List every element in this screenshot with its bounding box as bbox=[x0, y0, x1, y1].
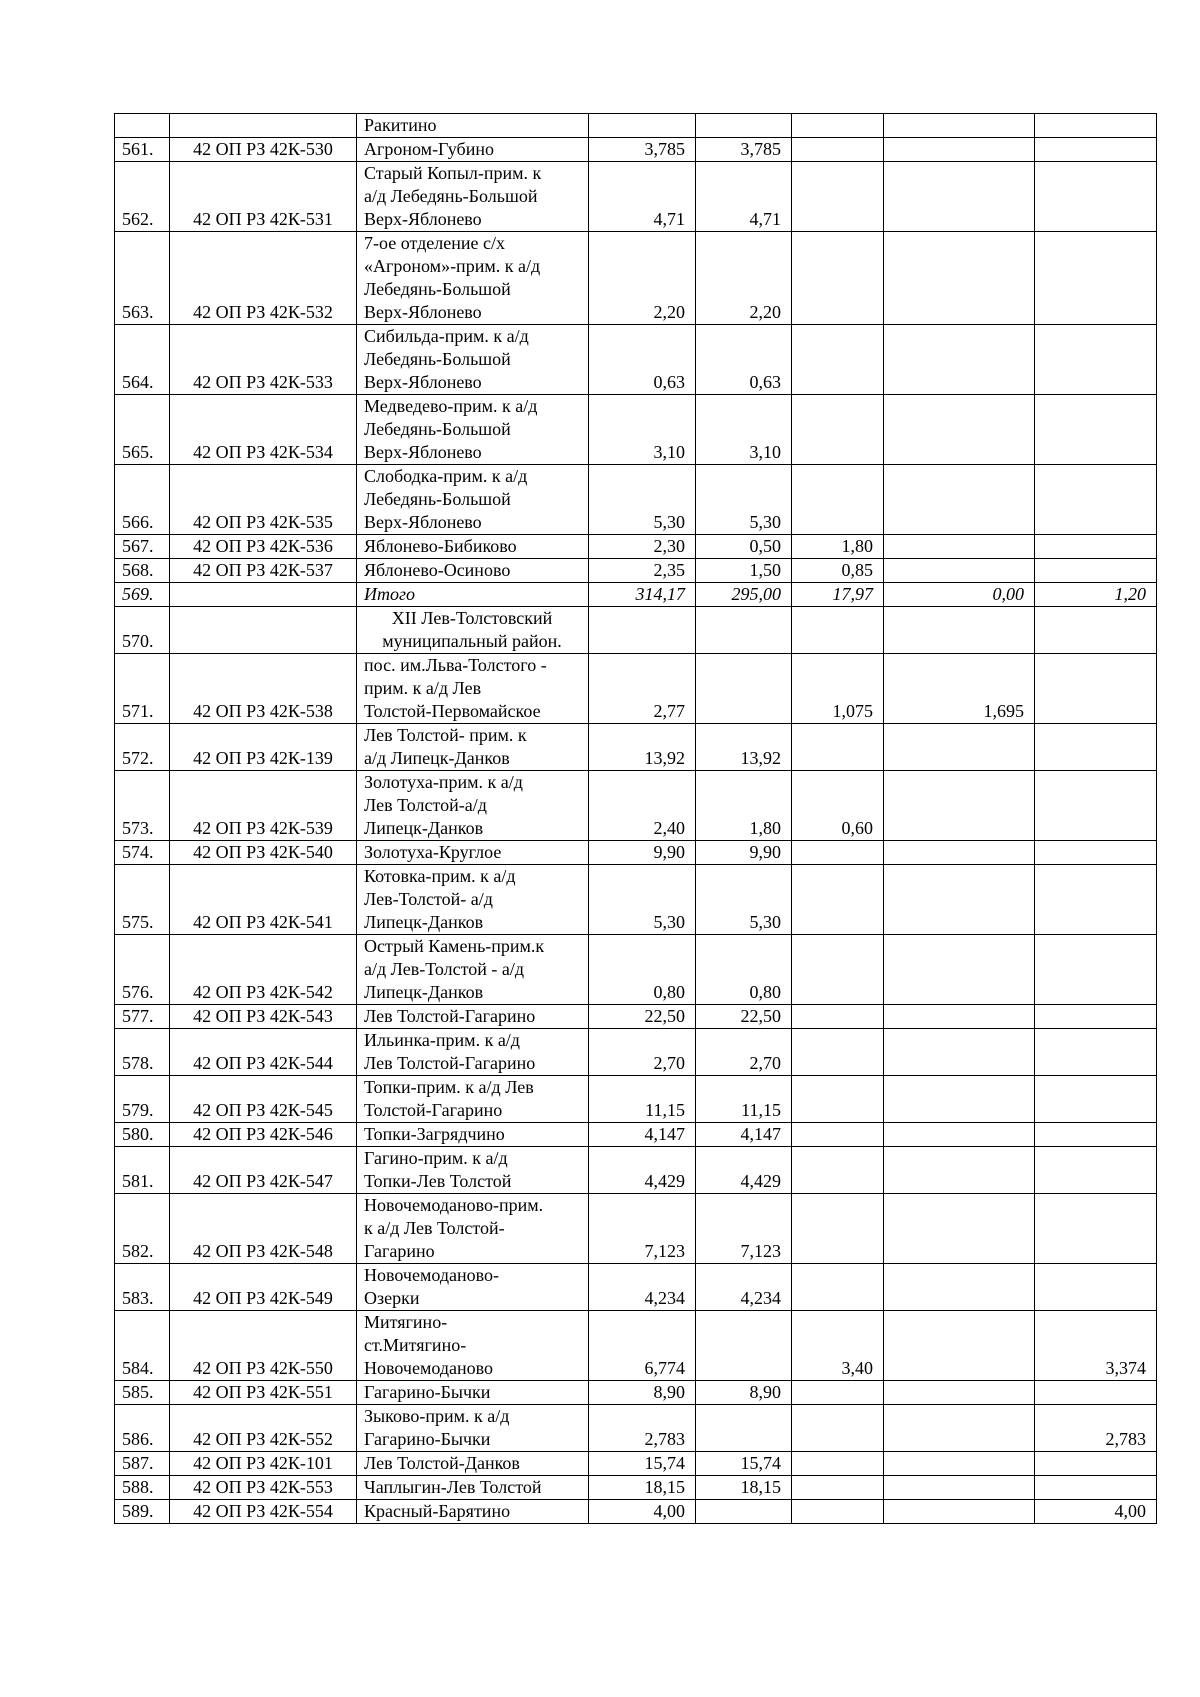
road-name-cell: Гагино-прим. к а/д Топки-Лев Толстой bbox=[357, 1147, 589, 1194]
road-name-cell: Котовка-прим. к а/д Лев-Толстой- а/д Липецк-Данков bbox=[357, 865, 589, 935]
row-number-cell: 563. bbox=[115, 232, 170, 325]
length-col4-cell bbox=[884, 325, 1035, 395]
total-length-cell: 2,35 bbox=[589, 559, 696, 583]
total-length-cell: 2,30 bbox=[589, 535, 696, 559]
length-col2-cell bbox=[696, 654, 792, 724]
length-col5-cell bbox=[1035, 771, 1157, 841]
road-code-cell: 42 ОП РЗ 42К-550 bbox=[170, 1311, 357, 1381]
length-col5-cell bbox=[1035, 1264, 1157, 1311]
total-length-cell: 2,40 bbox=[589, 771, 696, 841]
length-col4-cell bbox=[884, 865, 1035, 935]
length-col2-cell: 8,90 bbox=[696, 1381, 792, 1405]
length-col2-cell: 22,50 bbox=[696, 1005, 792, 1029]
table-row bbox=[115, 162, 1157, 232]
row-number-cell: 578. bbox=[115, 1029, 170, 1076]
row-number-cell: 583. bbox=[115, 1264, 170, 1311]
length-col4-cell bbox=[884, 1076, 1035, 1123]
length-col4-cell bbox=[884, 1005, 1035, 1029]
road-name-cell: Лев Толстой-Гагарино bbox=[357, 1005, 589, 1029]
length-col2-cell: 2,20 bbox=[696, 232, 792, 325]
total-length-cell: 4,00 bbox=[589, 1500, 696, 1524]
total-length-cell: 314,17 bbox=[589, 583, 696, 607]
road-code-cell: 42 ОП РЗ 42К-532 bbox=[170, 232, 357, 325]
length-col2-cell: 5,30 bbox=[696, 865, 792, 935]
total-length-cell: 5,30 bbox=[589, 865, 696, 935]
total-length-cell: 22,50 bbox=[589, 1005, 696, 1029]
road-name-cell: Медведево-прим. к а/д Лебедянь-Большой Верх-Яблонево bbox=[357, 395, 589, 465]
length-col2-cell: 5,30 bbox=[696, 465, 792, 535]
row-number-cell: 580. bbox=[115, 1123, 170, 1147]
total-length-cell bbox=[589, 114, 696, 138]
length-col3-cell bbox=[792, 1123, 884, 1147]
table-row bbox=[115, 1264, 1157, 1311]
length-col5-cell bbox=[1035, 1005, 1157, 1029]
road-code-cell: 42 ОП РЗ 42К-535 bbox=[170, 465, 357, 535]
row-number-cell: 575. bbox=[115, 865, 170, 935]
road-name-cell: Ильинка-прим. к а/д Лев Толстой-Гагарино bbox=[357, 1029, 589, 1076]
road-code-cell: 42 ОП РЗ 42К-554 bbox=[170, 1500, 357, 1524]
row-number-cell: 587. bbox=[115, 1452, 170, 1476]
length-col4-cell: 0,00 bbox=[884, 583, 1035, 607]
road-code-cell: 42 ОП РЗ 42К-541 bbox=[170, 865, 357, 935]
road-code-cell: 42 ОП РЗ 42К-534 bbox=[170, 395, 357, 465]
road-name-cell: Новочемоданово-прим. к а/д Лев Толстой- Гагарино bbox=[357, 1194, 589, 1264]
total-length-cell: 5,30 bbox=[589, 465, 696, 535]
length-col2-cell bbox=[696, 1500, 792, 1524]
length-col5-cell bbox=[1035, 162, 1157, 232]
length-col3-cell bbox=[792, 395, 884, 465]
row-number-cell: 566. bbox=[115, 465, 170, 535]
length-col3-cell: 1,80 bbox=[792, 535, 884, 559]
road-code-cell: 42 ОП РЗ 42К-536 bbox=[170, 535, 357, 559]
table-row bbox=[115, 138, 1157, 162]
total-length-cell bbox=[589, 607, 696, 654]
row-number-cell: 569. bbox=[115, 583, 170, 607]
length-col4-cell bbox=[884, 1029, 1035, 1076]
length-col3-cell bbox=[792, 1264, 884, 1311]
length-col4-cell bbox=[884, 395, 1035, 465]
road-name-cell: Зыково-прим. к а/д Гагарино-Бычки bbox=[357, 1405, 589, 1452]
length-col4-cell bbox=[884, 1500, 1035, 1524]
total-length-cell: 4,71 bbox=[589, 162, 696, 232]
length-col3-cell: 0,60 bbox=[792, 771, 884, 841]
length-col3-cell bbox=[792, 138, 884, 162]
length-col5-cell bbox=[1035, 1123, 1157, 1147]
length-col4-cell bbox=[884, 1381, 1035, 1405]
road-code-cell: 42 ОП РЗ 42К-538 bbox=[170, 654, 357, 724]
table-row bbox=[115, 535, 1157, 559]
total-length-cell: 3,785 bbox=[589, 138, 696, 162]
road-name-cell: пос. им.Льва-Толстого - прим. к а/д Лев Толстой-Первомайское bbox=[357, 654, 589, 724]
table-body bbox=[115, 114, 1157, 1524]
road-code-cell bbox=[170, 114, 357, 138]
road-name-cell: Итого bbox=[357, 583, 589, 607]
length-col5-cell: 4,00 bbox=[1035, 1500, 1157, 1524]
length-col5-cell bbox=[1035, 465, 1157, 535]
road-code-cell: 42 ОП РЗ 42К-533 bbox=[170, 325, 357, 395]
road-code-cell bbox=[170, 583, 357, 607]
length-col4-cell bbox=[884, 607, 1035, 654]
length-col3-cell bbox=[792, 1405, 884, 1452]
total-length-cell: 2,70 bbox=[589, 1029, 696, 1076]
table-row bbox=[115, 1500, 1157, 1524]
road-name-cell: Золотуха-Круглое bbox=[357, 841, 589, 865]
total-length-cell: 4,147 bbox=[589, 1123, 696, 1147]
length-col3-cell bbox=[792, 1381, 884, 1405]
length-col3-cell bbox=[792, 724, 884, 771]
road-name-cell: Старый Копыл-прим. к а/д Лебедянь-Большой Верх-Яблонево bbox=[357, 162, 589, 232]
length-col4-cell bbox=[884, 1123, 1035, 1147]
road-code-cell: 42 ОП РЗ 42К-139 bbox=[170, 724, 357, 771]
road-name-cell: Золотуха-прим. к а/д Лев Толстой-а/д Липецк-Данков bbox=[357, 771, 589, 841]
length-col5-cell bbox=[1035, 138, 1157, 162]
road-name-cell: Лев Толстой-Данков bbox=[357, 1452, 589, 1476]
road-code-cell: 42 ОП РЗ 42К-544 bbox=[170, 1029, 357, 1076]
length-col5-cell bbox=[1035, 1147, 1157, 1194]
table-row bbox=[115, 654, 1157, 724]
row-number-cell: 568. bbox=[115, 559, 170, 583]
road-name-cell: Яблонево-Осиново bbox=[357, 559, 589, 583]
total-length-cell: 4,429 bbox=[589, 1147, 696, 1194]
length-col3-cell bbox=[792, 1029, 884, 1076]
length-col3-cell bbox=[792, 1452, 884, 1476]
length-col5-cell bbox=[1035, 1381, 1157, 1405]
road-code-cell: 42 ОП РЗ 42К-551 bbox=[170, 1381, 357, 1405]
length-col2-cell: 15,74 bbox=[696, 1452, 792, 1476]
row-number-cell: 581. bbox=[115, 1147, 170, 1194]
table-row bbox=[115, 1476, 1157, 1500]
length-col2-cell: 7,123 bbox=[696, 1194, 792, 1264]
length-col5-cell: 2,783 bbox=[1035, 1405, 1157, 1452]
length-col5-cell bbox=[1035, 1076, 1157, 1123]
length-col2-cell: 4,429 bbox=[696, 1147, 792, 1194]
road-name-cell: Сибильда-прим. к а/д Лебедянь-Большой Верх-Яблонево bbox=[357, 325, 589, 395]
length-col4-cell bbox=[884, 138, 1035, 162]
length-col3-cell bbox=[792, 114, 884, 138]
length-col4-cell bbox=[884, 162, 1035, 232]
table-row bbox=[115, 771, 1157, 841]
length-col2-cell: 1,50 bbox=[696, 559, 792, 583]
length-col2-cell: 4,71 bbox=[696, 162, 792, 232]
length-col2-cell bbox=[696, 114, 792, 138]
length-col4-cell bbox=[884, 1147, 1035, 1194]
length-col5-cell bbox=[1035, 559, 1157, 583]
road-code-cell: 42 ОП РЗ 42К-530 bbox=[170, 138, 357, 162]
row-number-cell: 565. bbox=[115, 395, 170, 465]
total-length-cell: 13,92 bbox=[589, 724, 696, 771]
length-col3-cell bbox=[792, 1147, 884, 1194]
road-code-cell bbox=[170, 607, 357, 654]
length-col4-cell bbox=[884, 1264, 1035, 1311]
road-name-cell: Слободка-прим. к а/д Лебедянь-Большой Верх-Яблонево bbox=[357, 465, 589, 535]
length-col4-cell bbox=[884, 114, 1035, 138]
road-code-cell: 42 ОП РЗ 42К-542 bbox=[170, 935, 357, 1005]
length-col2-cell: 1,80 bbox=[696, 771, 792, 841]
table-row bbox=[115, 607, 1157, 654]
road-code-cell: 42 ОП РЗ 42К-546 bbox=[170, 1123, 357, 1147]
row-number-cell: 561. bbox=[115, 138, 170, 162]
total-length-cell: 18,15 bbox=[589, 1476, 696, 1500]
length-col4-cell bbox=[884, 935, 1035, 1005]
table-row bbox=[115, 724, 1157, 771]
total-length-cell: 9,90 bbox=[589, 841, 696, 865]
length-col5-cell bbox=[1035, 1476, 1157, 1500]
length-col3-cell bbox=[792, 325, 884, 395]
length-col4-cell bbox=[884, 771, 1035, 841]
row-number-cell: 572. bbox=[115, 724, 170, 771]
length-col3-cell bbox=[792, 232, 884, 325]
table-row bbox=[115, 1381, 1157, 1405]
total-length-cell: 3,10 bbox=[589, 395, 696, 465]
road-code-cell: 42 ОП РЗ 42К-548 bbox=[170, 1194, 357, 1264]
length-col2-cell bbox=[696, 607, 792, 654]
road-code-cell: 42 ОП РЗ 42К-537 bbox=[170, 559, 357, 583]
table-row bbox=[115, 325, 1157, 395]
length-col2-cell: 13,92 bbox=[696, 724, 792, 771]
length-col3-cell bbox=[792, 1500, 884, 1524]
table-row bbox=[115, 232, 1157, 325]
length-col2-cell: 4,234 bbox=[696, 1264, 792, 1311]
row-number-cell: 586. bbox=[115, 1405, 170, 1452]
row-number-cell: 567. bbox=[115, 535, 170, 559]
table-row bbox=[115, 1452, 1157, 1476]
row-number-cell: 577. bbox=[115, 1005, 170, 1029]
length-col4-cell bbox=[884, 1194, 1035, 1264]
road-name-cell: Красный-Барятино bbox=[357, 1500, 589, 1524]
road-code-cell: 42 ОП РЗ 42К-547 bbox=[170, 1147, 357, 1194]
length-col5-cell bbox=[1035, 395, 1157, 465]
length-col4-cell bbox=[884, 841, 1035, 865]
table-row bbox=[115, 935, 1157, 1005]
road-name-cell: Острый Камень-прим.к а/д Лев-Толстой - а/д Липецк-Данков bbox=[357, 935, 589, 1005]
road-name-cell: Топки-прим. к а/д Лев Толстой-Гагарино bbox=[357, 1076, 589, 1123]
table-row bbox=[115, 395, 1157, 465]
table-row bbox=[115, 1147, 1157, 1194]
length-col3-cell bbox=[792, 162, 884, 232]
length-col2-cell: 9,90 bbox=[696, 841, 792, 865]
length-col5-cell bbox=[1035, 724, 1157, 771]
length-col3-cell bbox=[792, 865, 884, 935]
road-name-cell: Топки-Загрядчино bbox=[357, 1123, 589, 1147]
length-col3-cell bbox=[792, 841, 884, 865]
length-col4-cell bbox=[884, 1405, 1035, 1452]
length-col5-cell: 1,20 bbox=[1035, 583, 1157, 607]
row-number-cell: 574. bbox=[115, 841, 170, 865]
length-col3-cell bbox=[792, 1005, 884, 1029]
length-col4-cell bbox=[884, 1476, 1035, 1500]
length-col2-cell: 18,15 bbox=[696, 1476, 792, 1500]
length-col5-cell bbox=[1035, 654, 1157, 724]
road-name-cell: Яблонево-Бибиково bbox=[357, 535, 589, 559]
row-number-cell: 576. bbox=[115, 935, 170, 1005]
road-code-cell: 42 ОП РЗ 42К-540 bbox=[170, 841, 357, 865]
table-row bbox=[115, 559, 1157, 583]
total-length-cell: 2,783 bbox=[589, 1405, 696, 1452]
road-name-cell: Ракитино bbox=[357, 114, 589, 138]
length-col2-cell bbox=[696, 1405, 792, 1452]
length-col5-cell bbox=[1035, 1194, 1157, 1264]
total-length-cell: 11,15 bbox=[589, 1076, 696, 1123]
length-col5-cell: 3,374 bbox=[1035, 1311, 1157, 1381]
length-col4-cell bbox=[884, 1311, 1035, 1381]
row-number-cell: 573. bbox=[115, 771, 170, 841]
road-name-cell: Митягино- ст.Митягино- Новочемоданово bbox=[357, 1311, 589, 1381]
length-col5-cell bbox=[1035, 535, 1157, 559]
length-col5-cell bbox=[1035, 325, 1157, 395]
length-col4-cell bbox=[884, 724, 1035, 771]
row-number-cell: 570. bbox=[115, 607, 170, 654]
table-row bbox=[115, 865, 1157, 935]
row-number-cell: 579. bbox=[115, 1076, 170, 1123]
length-col3-cell bbox=[792, 1076, 884, 1123]
length-col3-cell: 3,40 bbox=[792, 1311, 884, 1381]
length-col2-cell: 0,80 bbox=[696, 935, 792, 1005]
length-col2-cell: 295,00 bbox=[696, 583, 792, 607]
total-length-cell: 4,234 bbox=[589, 1264, 696, 1311]
row-number-cell: 582. bbox=[115, 1194, 170, 1264]
row-number-cell: 564. bbox=[115, 325, 170, 395]
length-col5-cell bbox=[1035, 865, 1157, 935]
length-col5-cell bbox=[1035, 1452, 1157, 1476]
length-col2-cell: 0,50 bbox=[696, 535, 792, 559]
row-number-cell: 584. bbox=[115, 1311, 170, 1381]
total-row bbox=[115, 583, 1157, 607]
road-code-cell: 42 ОП РЗ 42К-549 bbox=[170, 1264, 357, 1311]
table-row bbox=[115, 465, 1157, 535]
road-register-table bbox=[114, 113, 1157, 1524]
length-col2-cell: 3,785 bbox=[696, 138, 792, 162]
length-col5-cell bbox=[1035, 232, 1157, 325]
row-number-cell: 588. bbox=[115, 1476, 170, 1500]
table-row bbox=[115, 114, 1157, 138]
road-name-cell: Новочемоданово- Озерки bbox=[357, 1264, 589, 1311]
length-col3-cell: 0,85 bbox=[792, 559, 884, 583]
total-length-cell: 2,77 bbox=[589, 654, 696, 724]
length-col3-cell bbox=[792, 607, 884, 654]
road-code-cell: 42 ОП РЗ 42К-531 bbox=[170, 162, 357, 232]
road-name-cell: Лев Толстой- прим. к а/д Липецк-Данков bbox=[357, 724, 589, 771]
road-name-cell: Гагарино-Бычки bbox=[357, 1381, 589, 1405]
table-row bbox=[115, 1311, 1157, 1381]
total-length-cell: 2,20 bbox=[589, 232, 696, 325]
length-col3-cell bbox=[792, 1194, 884, 1264]
total-length-cell: 8,90 bbox=[589, 1381, 696, 1405]
length-col4-cell bbox=[884, 1452, 1035, 1476]
length-col4-cell bbox=[884, 559, 1035, 583]
length-col5-cell bbox=[1035, 841, 1157, 865]
length-col4-cell bbox=[884, 465, 1035, 535]
road-code-cell: 42 ОП РЗ 42К-552 bbox=[170, 1405, 357, 1452]
length-col4-cell: 1,695 bbox=[884, 654, 1035, 724]
road-name-cell: Чаплыгин-Лев Толстой bbox=[357, 1476, 589, 1500]
length-col3-cell bbox=[792, 935, 884, 1005]
length-col4-cell bbox=[884, 232, 1035, 325]
length-col2-cell bbox=[696, 1311, 792, 1381]
table-row bbox=[115, 1194, 1157, 1264]
total-length-cell: 6,774 bbox=[589, 1311, 696, 1381]
length-col3-cell bbox=[792, 1476, 884, 1500]
length-col2-cell: 2,70 bbox=[696, 1029, 792, 1076]
length-col2-cell: 0,63 bbox=[696, 325, 792, 395]
length-col3-cell bbox=[792, 465, 884, 535]
table-row bbox=[115, 1029, 1157, 1076]
road-code-cell: 42 ОП РЗ 42К-553 bbox=[170, 1476, 357, 1500]
length-col3-cell: 17,97 bbox=[792, 583, 884, 607]
table-row bbox=[115, 1405, 1157, 1452]
road-name-cell: 7-ое отделение с/х «Агроном»-прим. к а/д Лебедянь-Большой Верх-Яблонево bbox=[357, 232, 589, 325]
length-col2-cell: 3,10 bbox=[696, 395, 792, 465]
road-code-cell: 42 ОП РЗ 42К-543 bbox=[170, 1005, 357, 1029]
length-col5-cell bbox=[1035, 114, 1157, 138]
road-code-cell: 42 ОП РЗ 42К-545 bbox=[170, 1076, 357, 1123]
row-number-cell: 589. bbox=[115, 1500, 170, 1524]
road-code-cell: 42 ОП РЗ 42К-101 bbox=[170, 1452, 357, 1476]
table-row bbox=[115, 1123, 1157, 1147]
length-col5-cell bbox=[1035, 1029, 1157, 1076]
length-col2-cell: 4,147 bbox=[696, 1123, 792, 1147]
total-length-cell: 7,123 bbox=[589, 1194, 696, 1264]
length-col3-cell: 1,075 bbox=[792, 654, 884, 724]
table-row bbox=[115, 841, 1157, 865]
road-name-cell: Агроном-Губино bbox=[357, 138, 589, 162]
total-length-cell: 15,74 bbox=[589, 1452, 696, 1476]
total-length-cell: 0,63 bbox=[589, 325, 696, 395]
length-col5-cell bbox=[1035, 935, 1157, 1005]
row-number-cell: 585. bbox=[115, 1381, 170, 1405]
total-length-cell: 0,80 bbox=[589, 935, 696, 1005]
table-row bbox=[115, 1076, 1157, 1123]
road-code-cell: 42 ОП РЗ 42К-539 bbox=[170, 771, 357, 841]
length-col4-cell bbox=[884, 535, 1035, 559]
length-col2-cell: 11,15 bbox=[696, 1076, 792, 1123]
road-name-cell: XII Лев-Толстовский муниципальный район. bbox=[357, 607, 589, 654]
row-number-cell: 571. bbox=[115, 654, 170, 724]
table-row bbox=[115, 1005, 1157, 1029]
length-col5-cell bbox=[1035, 607, 1157, 654]
row-number-cell: 562. bbox=[115, 162, 170, 232]
row-number-cell bbox=[115, 114, 170, 138]
